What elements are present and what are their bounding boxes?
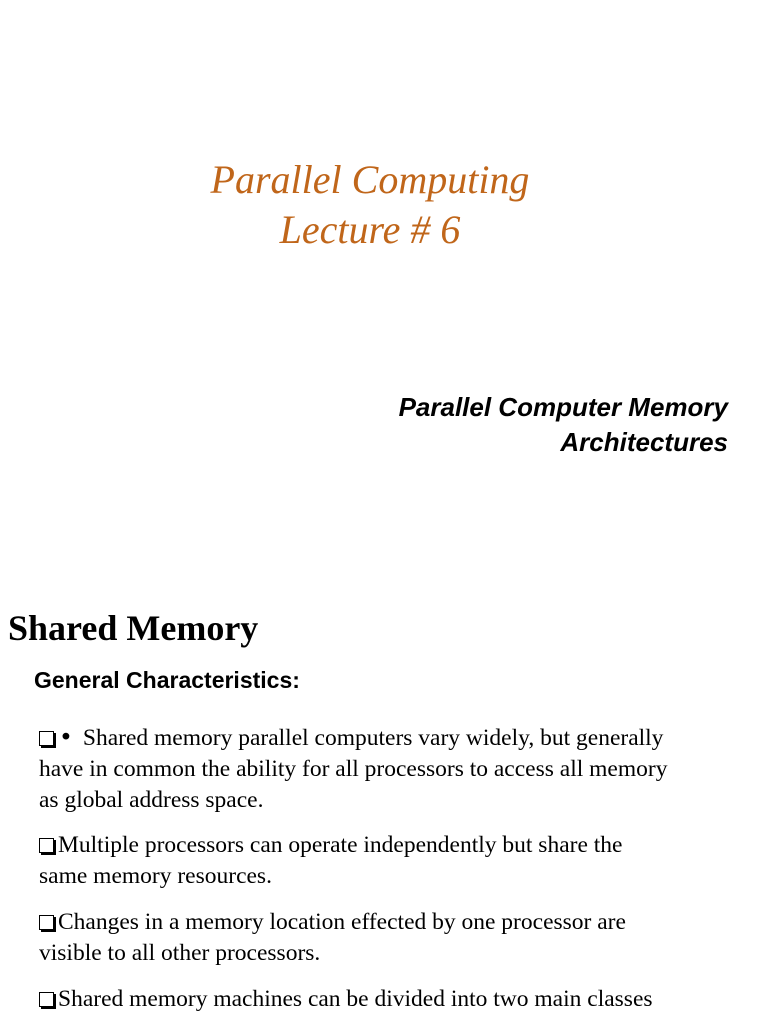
section-heading: Shared Memory [8,608,259,648]
checkbox-bullet-icon [39,992,54,1007]
checkbox-bullet-icon [39,838,54,853]
bullet-line: same memory resources. [39,863,272,889]
bullet-line: have in common the ability for all processors to access all memory [39,756,668,782]
bullet-line [39,722,739,754]
bullet-line [39,830,739,861]
lecture-number: Lecture # 6 [279,207,461,252]
bullet-line: visible to all other processors. [39,940,321,966]
checkbox-bullet-icon [39,731,54,746]
subtitle-line-2: Architectures [560,427,728,457]
bullet-item [39,830,739,892]
bullet-line [39,984,739,1015]
bullet-line [39,907,739,938]
subtitle-line-1: Parallel Computer Memory [398,392,728,422]
bullet-text: Shared memory machines can be divided into two main classes [58,986,653,1012]
bullet-item [39,907,739,969]
lecture-subtitle [228,390,728,460]
checkbox-bullet-icon [39,915,54,930]
bullet-dot: • [59,723,73,751]
bullet-text: Changes in a memory location effected by one processor are [58,909,626,935]
bullet-item [39,722,739,816]
bullet-line: as global address space. [39,787,264,813]
bullet-item [39,984,739,1015]
bullet-text: Multiple processors can operate independently but share the [58,832,623,858]
section-subheading: General Characteristics: [34,667,300,693]
lecture-title: Parallel Computing [210,157,530,202]
bullet-text: Shared memory parallel computers vary widely, but generally [82,725,664,751]
